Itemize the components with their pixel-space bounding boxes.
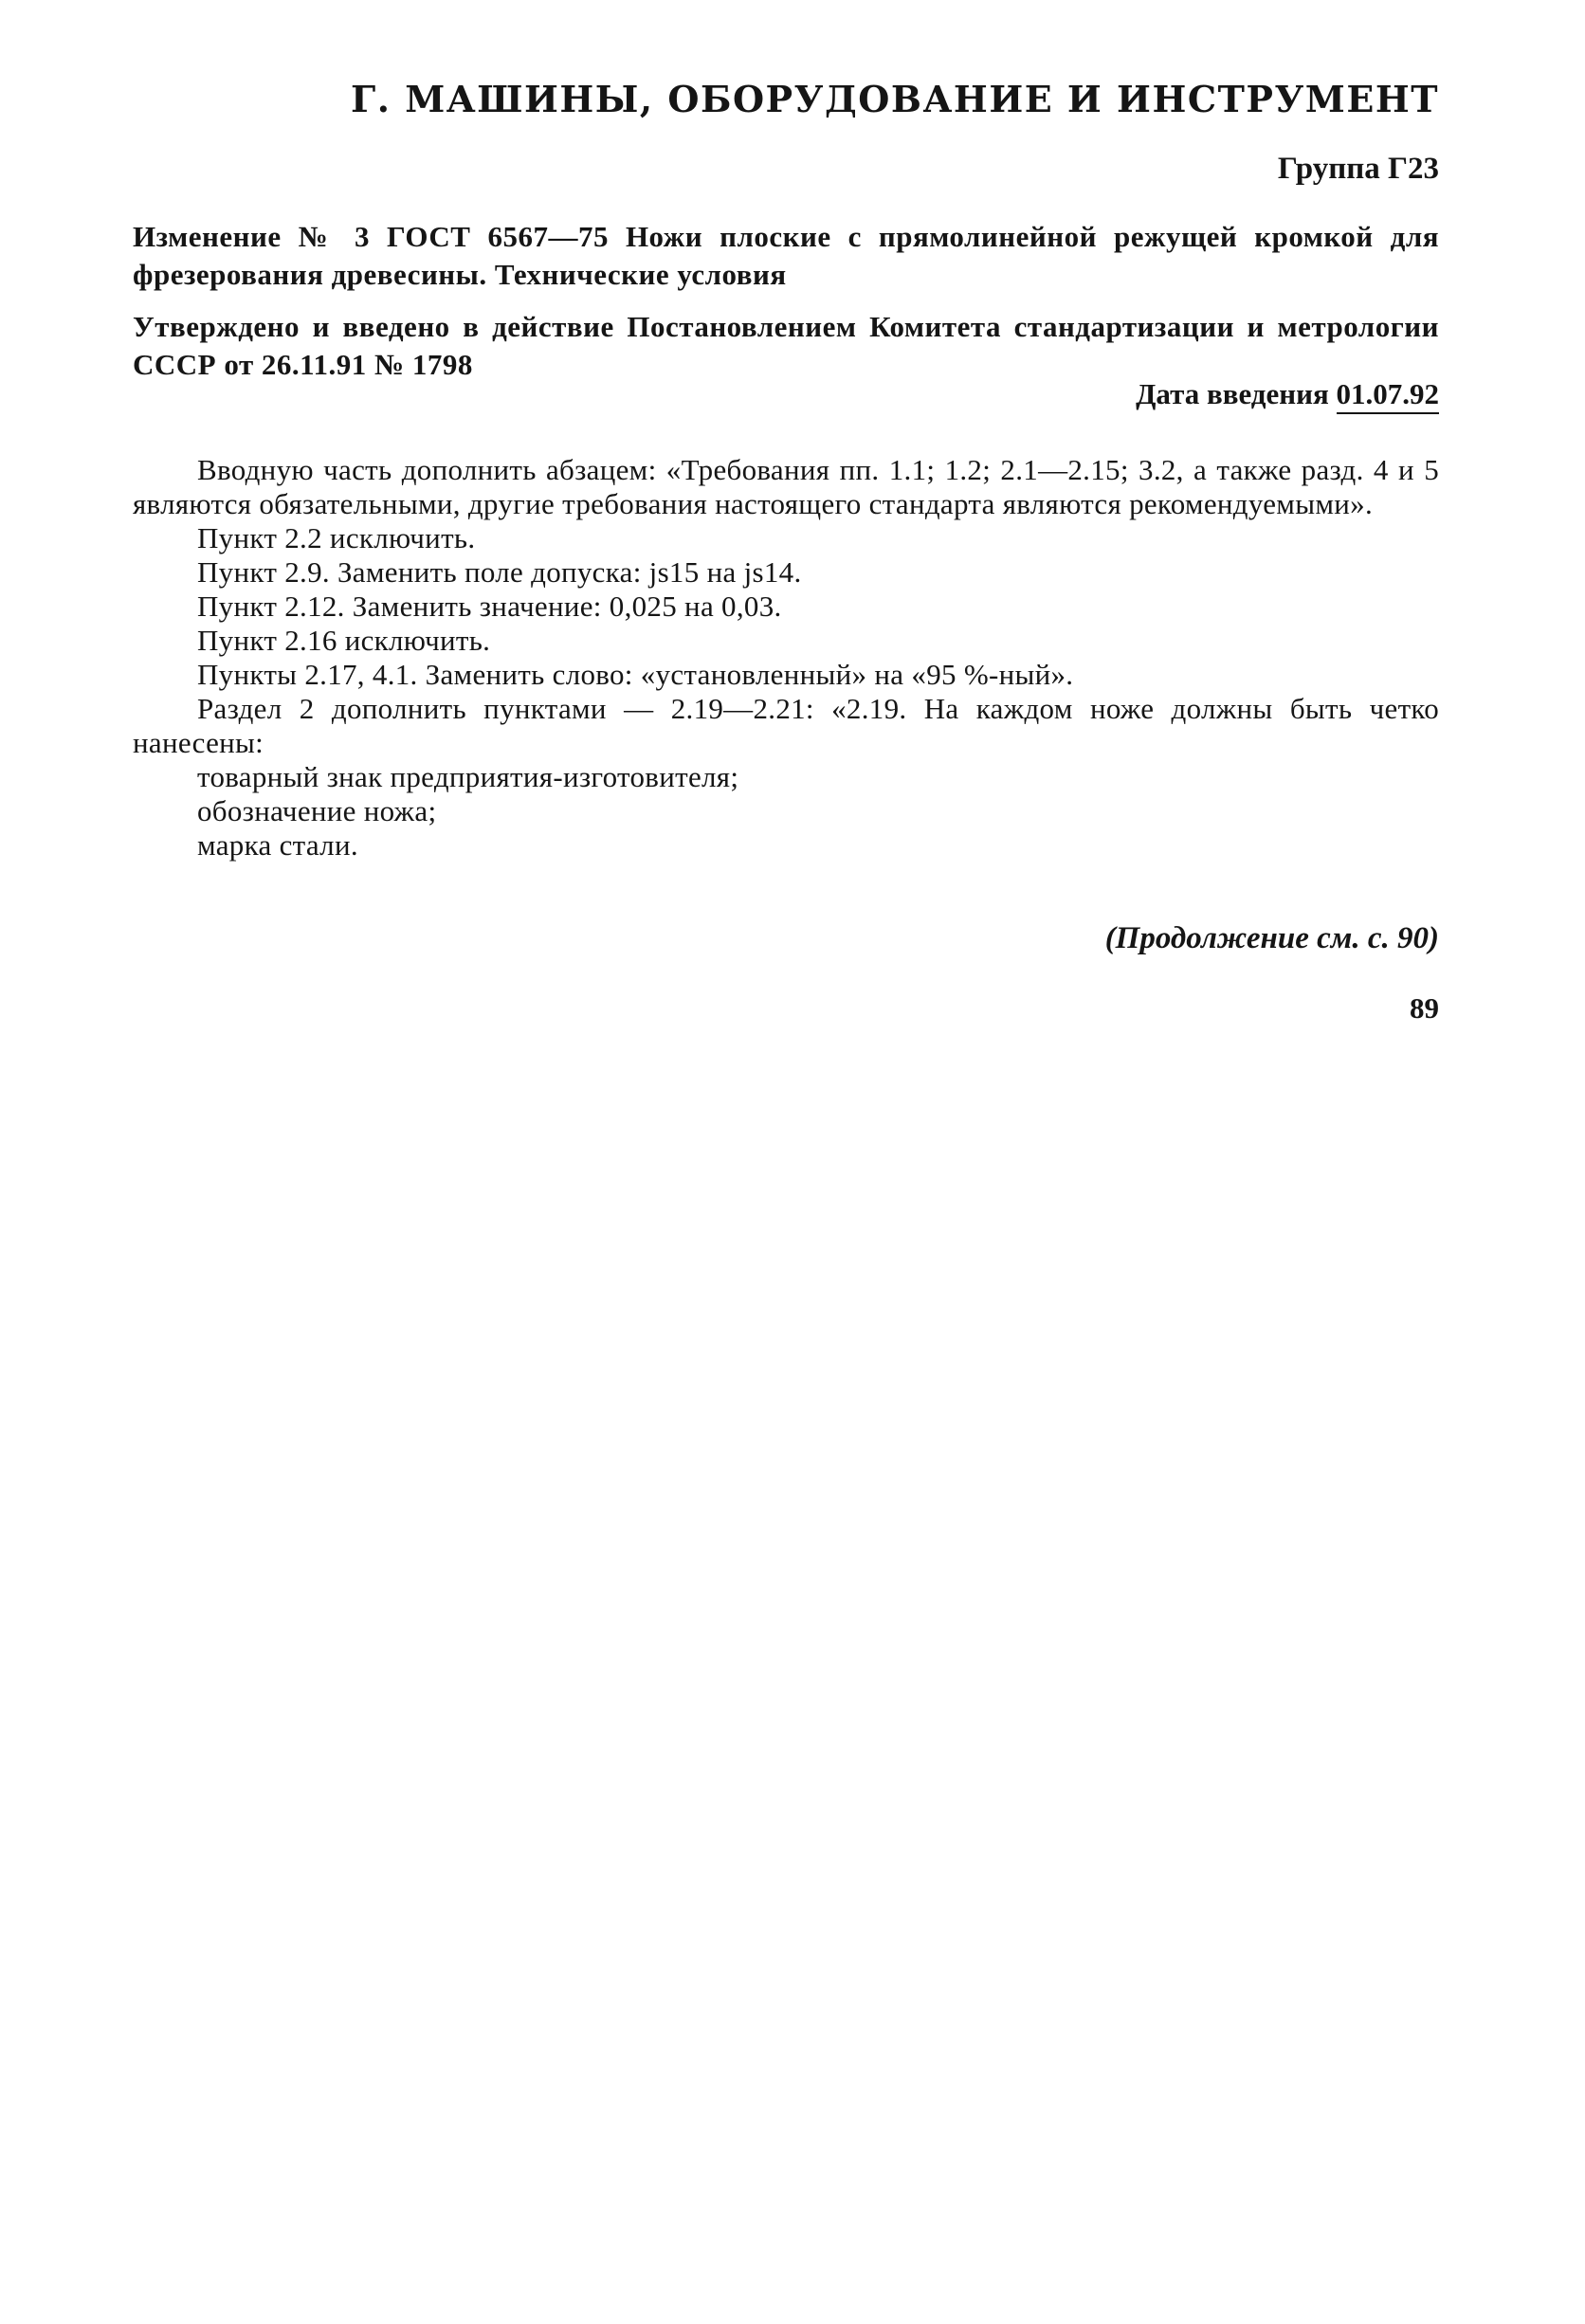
list-item: товарный знак предприятия-изготовителя; bbox=[197, 760, 739, 793]
effective-date bbox=[133, 377, 1439, 411]
effective-date-label: Дата введения bbox=[1136, 377, 1329, 410]
list-item: марка стали. bbox=[197, 828, 358, 862]
list-item: обозначение ножа; bbox=[197, 794, 437, 827]
continuation-note: (Продолжение см. с. 90) bbox=[1104, 921, 1439, 955]
paragraph: Вводную часть дополнить абзацем: «Требования пп. 1.1; 1.2; 2.1—2.15; 3.2, а также разд. 4 и 5 являются обязательными, другие требования настоящего стандарта являются рекомендуемыми». bbox=[133, 453, 1439, 520]
paragraph: Раздел 2 дополнить пунктами — 2.19—2.21: «2.19. На каждом ноже должны быть четко нанесены: bbox=[133, 692, 1439, 759]
paragraph: Пункт 2.16 исключить. bbox=[197, 624, 491, 657]
paragraph: Пункт 2.9. Заменить поле допуска: js15 на js14. bbox=[197, 555, 802, 589]
amendment-heading: Изменение № 3 ГОСТ 6567—75 Ножи плоские с прямолинейной режущей кромкой для фрезерования древесины. Технические условия bbox=[133, 220, 1439, 291]
amendment-body bbox=[133, 453, 1439, 862]
paragraph: Пункты 2.17, 4.1. Заменить слово: «установленный» на «95 %-ный». bbox=[197, 658, 1074, 691]
approval-statement: Утверждено и введено в действие Постановлением Комитета стандартизации и метрологии СССР от 26.11.91 № 1798 bbox=[133, 310, 1439, 381]
page-number: 89 bbox=[1410, 991, 1439, 1025]
paragraph: Пункт 2.12. Заменить значение: 0,025 на 0,03. bbox=[197, 590, 782, 623]
section-title: Г. МАШИНЫ, ОБОРУДОВАНИЕ И ИНСТРУМЕНТ bbox=[351, 78, 1439, 120]
effective-date-value: 01.07.92 bbox=[1337, 377, 1440, 414]
paragraph: Пункт 2.2 исключить. bbox=[197, 521, 476, 554]
group-code: Группа Г23 bbox=[1277, 152, 1439, 186]
